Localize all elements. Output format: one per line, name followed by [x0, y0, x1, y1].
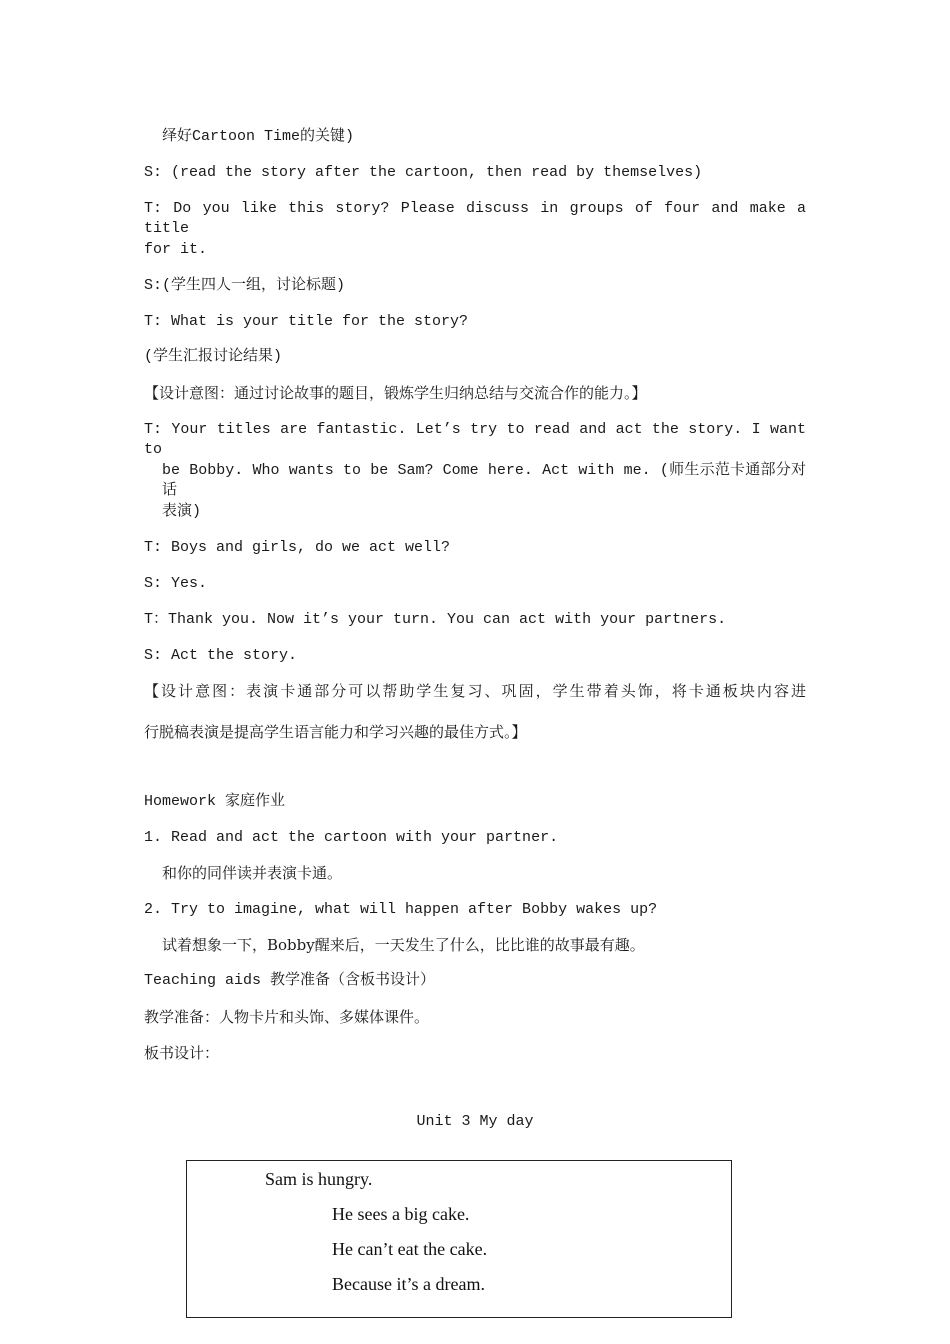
- section-heading-homework: Homework 家庭作业: [144, 793, 286, 810]
- board-title: Unit 3 My day: [416, 1113, 534, 1130]
- board-design-label: 板书设计：: [144, 1044, 220, 1062]
- text-line: T：Thank you. Now it’s your turn. You can act with your partners.: [144, 611, 727, 628]
- board-line: He can’t eat the cake.: [332, 1239, 488, 1259]
- text-line: for it.: [144, 241, 208, 258]
- board-design-box: [186, 1160, 732, 1318]
- text-line: T: Your titles are fantastic. Let’s try to read and act the story. I want to: [144, 421, 806, 458]
- text-line: 表演): [162, 503, 202, 520]
- homework-item: 1. Read and act the cartoon with your partner.: [144, 829, 559, 846]
- design-intent-note: 【设计意图：通过讨论故事的题目，锻炼学生归纳总结与交流合作的能力。】: [144, 384, 647, 402]
- design-intent-note: 行脱稿表演是提高学生语言能力和学习兴趣的最佳方式。】: [144, 723, 527, 741]
- text-line: (学生汇报讨论结果): [144, 348, 283, 365]
- text-line: T: Boys and girls, do we act well?: [144, 539, 451, 556]
- text-line: T: Do you like this story? Please discuss in groups of four and make a title: [144, 200, 806, 237]
- board-line: Because it’s a dream.: [332, 1274, 485, 1294]
- text-line: be Bobby. Who wants to be Sam? Come here. Act with me. (师生示范卡通部分对话: [162, 462, 806, 499]
- text-line: T: What is your title for the story?: [144, 313, 469, 330]
- text-line: S:(学生四人一组，讨论标题): [144, 277, 346, 294]
- text-line: 绎好Cartoon Time的关键): [162, 128, 355, 145]
- homework-item-translation: 和你的同伴读并表演卡通。: [162, 864, 343, 882]
- section-heading-teaching-aids: Teaching aids 教学准备（含板书设计）: [144, 972, 436, 989]
- board-line: Sam is hungry.: [265, 1169, 373, 1189]
- homework-item: 2. Try to imagine, what will happen after Bobby wakes up?: [144, 901, 658, 918]
- homework-item-translation: 试着想象一下，Bobby醒来后，一天发生了什么，比比谁的故事最有趣。: [162, 936, 645, 954]
- board-line: He sees a big cake.: [332, 1204, 470, 1224]
- text-line: S: (read the story after the cartoon, then read by themselves): [144, 164, 703, 181]
- text-line: S: Act the story.: [144, 647, 298, 664]
- teaching-aids-text: 教学准备：人物卡片和头饰、多媒体课件。: [144, 1008, 430, 1026]
- text-line: S: Yes.: [144, 575, 208, 592]
- design-intent-note: 【设计意图：表演卡通部分可以帮助学生复习、巩固，学生带着头饰，将卡通板块内容进: [144, 682, 806, 700]
